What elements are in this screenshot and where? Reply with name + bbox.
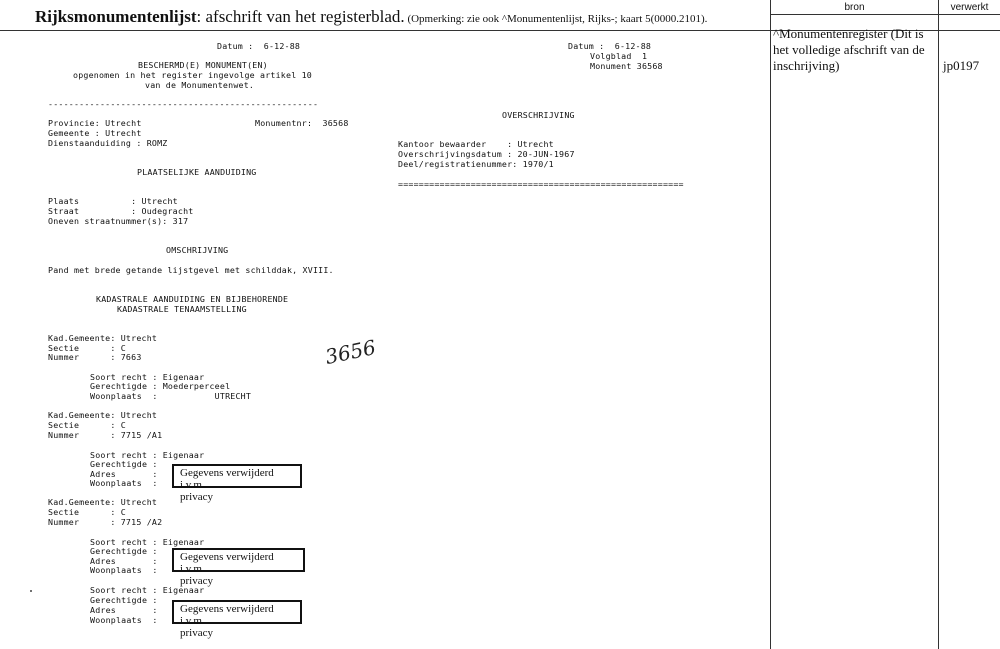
gemeente: Gemeente : Utrecht	[48, 128, 142, 138]
privacy-line-1: Gegevens verwijderd i.v.m.	[180, 603, 274, 627]
parcel-3-sectie: Sectie : C	[48, 507, 126, 517]
parcel-4-adres: Adres :	[90, 605, 158, 615]
parcel-4-woonplaats: Woonplaats :	[90, 615, 158, 625]
omschrijving-text: Pand met brede getande lijstgevel met schilddak, XVIII.	[48, 265, 334, 275]
monument-number: Monument 36568	[590, 61, 663, 71]
left-datum: Datum : 6-12-88	[217, 41, 301, 51]
privacy-redaction-box	[172, 600, 302, 639]
kadastrale-heading-1: KADASTRALE AANDUIDING EN BIJBEHORENDE	[96, 294, 289, 304]
right-datum: Datum : 6-12-88	[568, 41, 652, 51]
overschrijving-heading: OVERSCHRIJVING	[502, 110, 575, 120]
handwritten-note: 3656	[323, 334, 378, 370]
scan-speck	[30, 590, 32, 592]
plaats: Plaats : Utrecht	[48, 196, 178, 206]
title-rest: : afschrift van het registerblad.	[196, 7, 405, 26]
privacy-line-1: Gegevens verwijderd i.v.m.	[180, 467, 274, 491]
parcel-2-adres: Adres :	[90, 469, 158, 479]
parcel-3-gemeente: Kad.Gemeente: Utrecht	[48, 497, 158, 507]
parcel-2-nummer: Nummer : 7715 /A1	[48, 430, 163, 440]
column-header-divider	[771, 14, 1000, 15]
privacy-line-2: privacy	[180, 491, 213, 503]
plaatselijke-heading: PLAATSELIJKE AANDUIDING	[137, 167, 257, 177]
parcel-3-nummer: Nummer : 7715 /A2	[48, 517, 163, 527]
parcel-1-sectie: Sectie : C	[48, 343, 126, 353]
parcel-4-gerechtigde: Gerechtigde :	[90, 595, 158, 605]
overschrijvingsdatum: Overschrijvingsdatum : 20-JUN-1967	[398, 149, 575, 159]
equals-separator: =======================================================	[398, 179, 684, 189]
parcel-1-gerechtigde: Gerechtigde : Moederperceel	[90, 381, 231, 391]
parcel-1-soort: Soort recht : Eigenaar	[90, 372, 205, 382]
title-bold: Rijksmonumentenlijst	[35, 7, 197, 26]
parcel-1-woonplaats: Woonplaats : UTRECHT	[90, 391, 252, 401]
parcel-2-gemeente: Kad.Gemeente: Utrecht	[48, 410, 158, 420]
parcel-3-woonplaats: Woonplaats :	[90, 565, 158, 575]
parcel-3-adres: Adres :	[90, 556, 158, 566]
monumentenwet-text: van de Monumentenwet.	[145, 80, 255, 90]
page-title	[35, 7, 707, 27]
verwerkt-text: jp0197	[943, 58, 980, 73]
privacy-redaction-box	[172, 464, 302, 503]
parcel-2-woonplaats: Woonplaats :	[90, 478, 158, 488]
deel-registratienummer: Deel/registratienummer: 1970/1	[398, 159, 554, 169]
column-divider-verwerkt	[938, 0, 939, 649]
volgblad: Volgblad 1	[590, 51, 648, 61]
parcel-2-sectie: Sectie : C	[48, 420, 126, 430]
parcel-3-gerechtigde: Gerechtigde :	[90, 546, 158, 556]
privacy-redaction-box	[172, 548, 305, 587]
privacy-line-2: privacy	[180, 575, 213, 587]
bron-header: bron	[844, 2, 865, 13]
opgenomen-text: opgenomen in het register ingevolge artikel 10	[73, 70, 312, 80]
privacy-line-1: Gegevens verwijderd i.v.m.	[180, 551, 274, 575]
monumentnr: Monumentnr: 36568	[255, 118, 349, 128]
parcel-1-nummer: Nummer : 7663	[48, 352, 142, 362]
straat: Straat : Oudegracht	[48, 206, 194, 216]
parcel-2-gerechtigde: Gerechtigde :	[90, 459, 158, 469]
column-divider-bron	[770, 0, 771, 649]
parcel-2-soort: Soort recht : Eigenaar	[90, 450, 205, 460]
privacy-line-2: privacy	[180, 627, 213, 639]
title-note: (Opmerking: zie ook ^Monumentenlijst, Rijks-; kaart 5(0000.2101).	[404, 13, 708, 25]
parcel-3-soort: Soort recht : Eigenaar	[90, 537, 205, 547]
verwerkt-header: verwerkt	[950, 2, 989, 13]
beschermd-heading: BESCHERMD(E) MONUMENT(EN)	[138, 60, 268, 70]
kadastrale-heading-2: KADASTRALE TENAAMSTELLING	[117, 304, 247, 314]
omschrijving-heading: OMSCHRIJVING	[166, 245, 229, 255]
dienstaanduiding: Dienstaanduiding : ROMZ	[48, 138, 168, 148]
parcel-4-soort: Soort recht : Eigenaar	[90, 585, 205, 595]
dashed-separator: ----------------------------------------------------	[48, 99, 319, 109]
bron-text: ^Monumentenregister (Dit is het volledige afschrift van de inschrijving)	[773, 26, 925, 73]
parcel-1-gemeente: Kad.Gemeente: Utrecht	[48, 333, 158, 343]
oneven-straatnummers: Oneven straatnummer(s): 317	[48, 216, 189, 226]
provincie: Provincie: Utrecht	[48, 118, 142, 128]
kantoor-bewaarder: Kantoor bewaarder : Utrecht	[398, 139, 554, 149]
